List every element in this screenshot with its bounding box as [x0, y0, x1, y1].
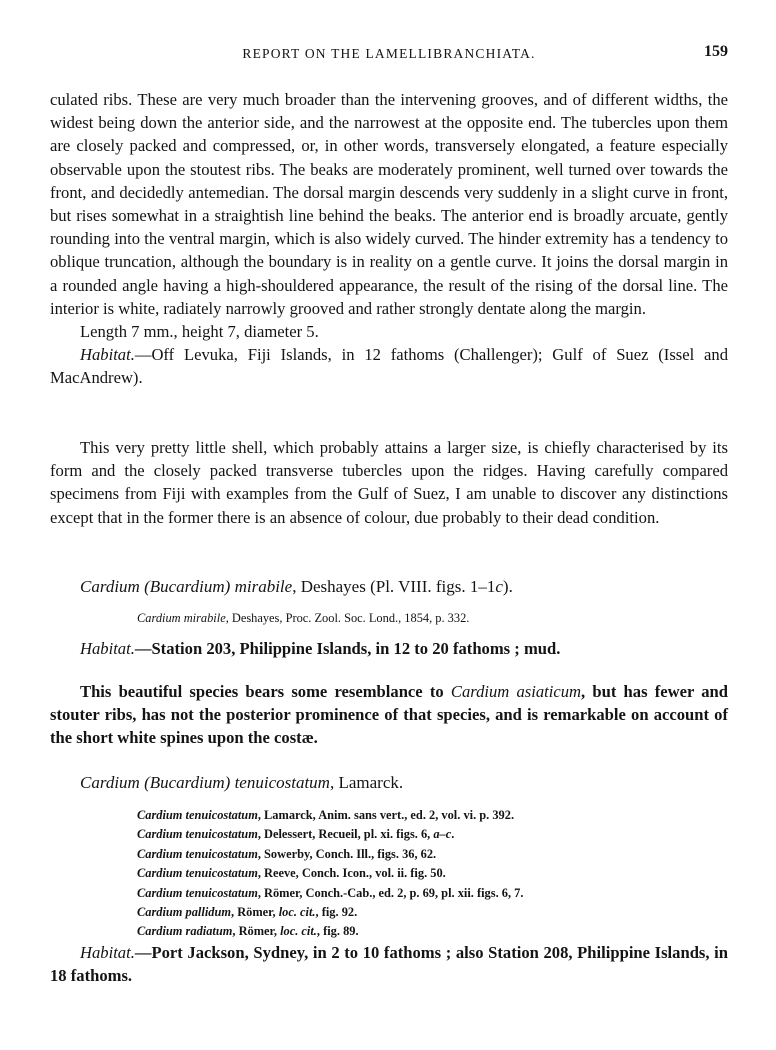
synonym-citation: , Reeve, Conch. Icon., vol. ii. fig. 50.	[257, 866, 446, 881]
synonym-citation: , Römer,	[232, 924, 281, 939]
page-header	[50, 44, 728, 66]
genus-name: Cardium	[80, 773, 140, 792]
habitat-text: —Off Levuka, Fiji Islands, in 12 fathoms (Challenger); Gulf of Suez (Issel and MacAndrew).	[50, 345, 728, 388]
remark-text: This beautiful species bears some resemblance to	[80, 682, 451, 701]
species-heading-tenuicostatum	[80, 773, 403, 793]
synonym-name: Cardium tenuicostatum	[137, 827, 258, 842]
habitat-tenuicostatum	[50, 941, 728, 987]
synonymy-entry	[137, 609, 469, 628]
habitat-label: Habitat.	[80, 943, 135, 962]
synonym-citation-end: , fig. 92.	[315, 905, 358, 920]
remarks-mirabile	[50, 680, 728, 750]
synonym-name: Cardium tenuicostatum	[137, 866, 258, 881]
species-author: , Deshayes (Pl. VIII. figs. 1–1	[292, 577, 496, 596]
synonymy-entry	[137, 825, 523, 844]
synonymy-list-tenuicostatum	[137, 806, 523, 942]
synonym-name: Cardium pallidum	[137, 905, 231, 920]
habitat-label: Habitat.	[80, 639, 135, 658]
loc-cit: loc. cit.	[280, 924, 317, 939]
habitat-mirabile	[50, 637, 728, 660]
synonym-name: Cardium tenuicostatum	[137, 808, 258, 822]
synonymy-entry	[137, 806, 523, 825]
description-paragraph: culated ribs. These are very much broader than the intervening grooves, and of different widths, the widest being down the anterior side, and the narrowest at the opposite end. The tubercles upon them are closely packed and compressed, or, in other words, transversely elongated, a feature especially observable upon the stoutest ribs. The beaks are moderately prominent, well turned over towards the front, and decidedly antemedian. The dorsal margin descends very suddenly in a slight curve in front, but rises somewhat in a straightish line behind the beaks. The anterior end is broadly arcuate, gently rounding into the ventral margin, which is also widely curved. The hinder extremity has a tendency to oblique truncation, although the boundary is in reality on a gentle curve. It joins the dorsal margin in a rounded angle having a high-shouldered appearance, the result of the rising of the dorsal line. The interior is white, radiately narrowly grooved and rather strongly dentate along the margin.	[50, 90, 728, 318]
genus-name: Cardium	[80, 577, 140, 596]
synonym-name: Cardium tenuicostatum	[137, 885, 258, 900]
subgenus-name: (Bucardium)	[144, 773, 231, 792]
synonymy-entry	[137, 903, 523, 922]
habitat-paragraph	[50, 637, 728, 660]
species-name: tenuicostatum	[234, 773, 330, 792]
figure-letter: c	[495, 577, 503, 596]
species-author: , Lamarck.	[329, 773, 404, 792]
species-heading-mirabile	[80, 577, 513, 597]
synonym-citation: , Römer, Conch.-Cab., ed. 2, p. 69, pl. xii. figs. 6, 7.	[257, 885, 524, 900]
synonymy-entry	[137, 884, 523, 903]
loc-cit: loc. cit.	[278, 905, 316, 920]
species-name: mirabile	[234, 577, 293, 596]
synonym-citation-end: .	[451, 827, 455, 842]
synonym-citation: , Sowerby, Conch. Ill., figs. 36, 62.	[257, 846, 437, 861]
continued-description	[50, 88, 728, 390]
remarks-paragraph: This very pretty little shell, which probably attains a larger size, is chiefly characterised by its form and the closely packed transverse tubercles upon the ridges. Having carefully compared specimens from Fiji with examples from the Gulf of Suez, I am unable to discover any distinctions except that in the former there is an absence of colour, due probably to their dead condition.	[50, 438, 728, 527]
habitat-text: —Station 203, Philippine Islands, in 12 to 20 fathoms ; mud.	[134, 639, 561, 658]
running-title: REPORT ON THE LAMELLIBRANCHIATA.	[242, 46, 536, 61]
remarks-paragraph	[50, 680, 728, 750]
heading-close: ).	[502, 577, 513, 596]
synonym-citation: , Lamarck, Anim. sans vert., ed. 2, vol. vi. p. 392.	[257, 808, 515, 822]
synonymy-entry	[137, 845, 523, 864]
synonymy-entry	[137, 922, 523, 941]
habitat-paragraph	[50, 343, 728, 389]
subgenus-name: (Bucardium)	[144, 577, 231, 596]
synonymy-entry	[137, 864, 523, 883]
synonym-name: Cardium radiatum	[137, 924, 233, 939]
habitat-text: —Port Jackson, Sydney, in 2 to 10 fathoms ; also Station 208, Philippine Islands, in 18 fathoms.	[50, 943, 728, 986]
synonym-name: Cardium tenuicostatum	[137, 846, 258, 861]
page-number: 159	[704, 43, 728, 60]
synonym-citation: , Römer,	[231, 905, 279, 920]
remarks-section	[50, 436, 728, 529]
synonym-citation-end: , fig. 89.	[316, 924, 359, 939]
compared-species: Cardium asiaticum	[450, 682, 582, 701]
habitat-paragraph	[50, 941, 728, 987]
synonym-citation: , Delessert, Recueil, pl. xi. figs. 6,	[257, 827, 434, 842]
habitat-label: Habitat.	[80, 345, 135, 365]
remark-text: , but has fewer and stouter ribs, has not the posterior prominence of that species, and is remarkable on account of the short white spines upon the costæ.	[50, 682, 728, 748]
synonymy-list-mirabile	[137, 609, 469, 628]
measurements: Length 7 mm., height 7, diameter 5.	[80, 322, 319, 342]
figure-range: a–c	[433, 827, 452, 842]
synonym-citation: , Deshayes, Proc. Zool. Soc. Lond., 1854, p. 332.	[225, 611, 470, 625]
synonym-name: Cardium mirabile	[137, 611, 226, 625]
